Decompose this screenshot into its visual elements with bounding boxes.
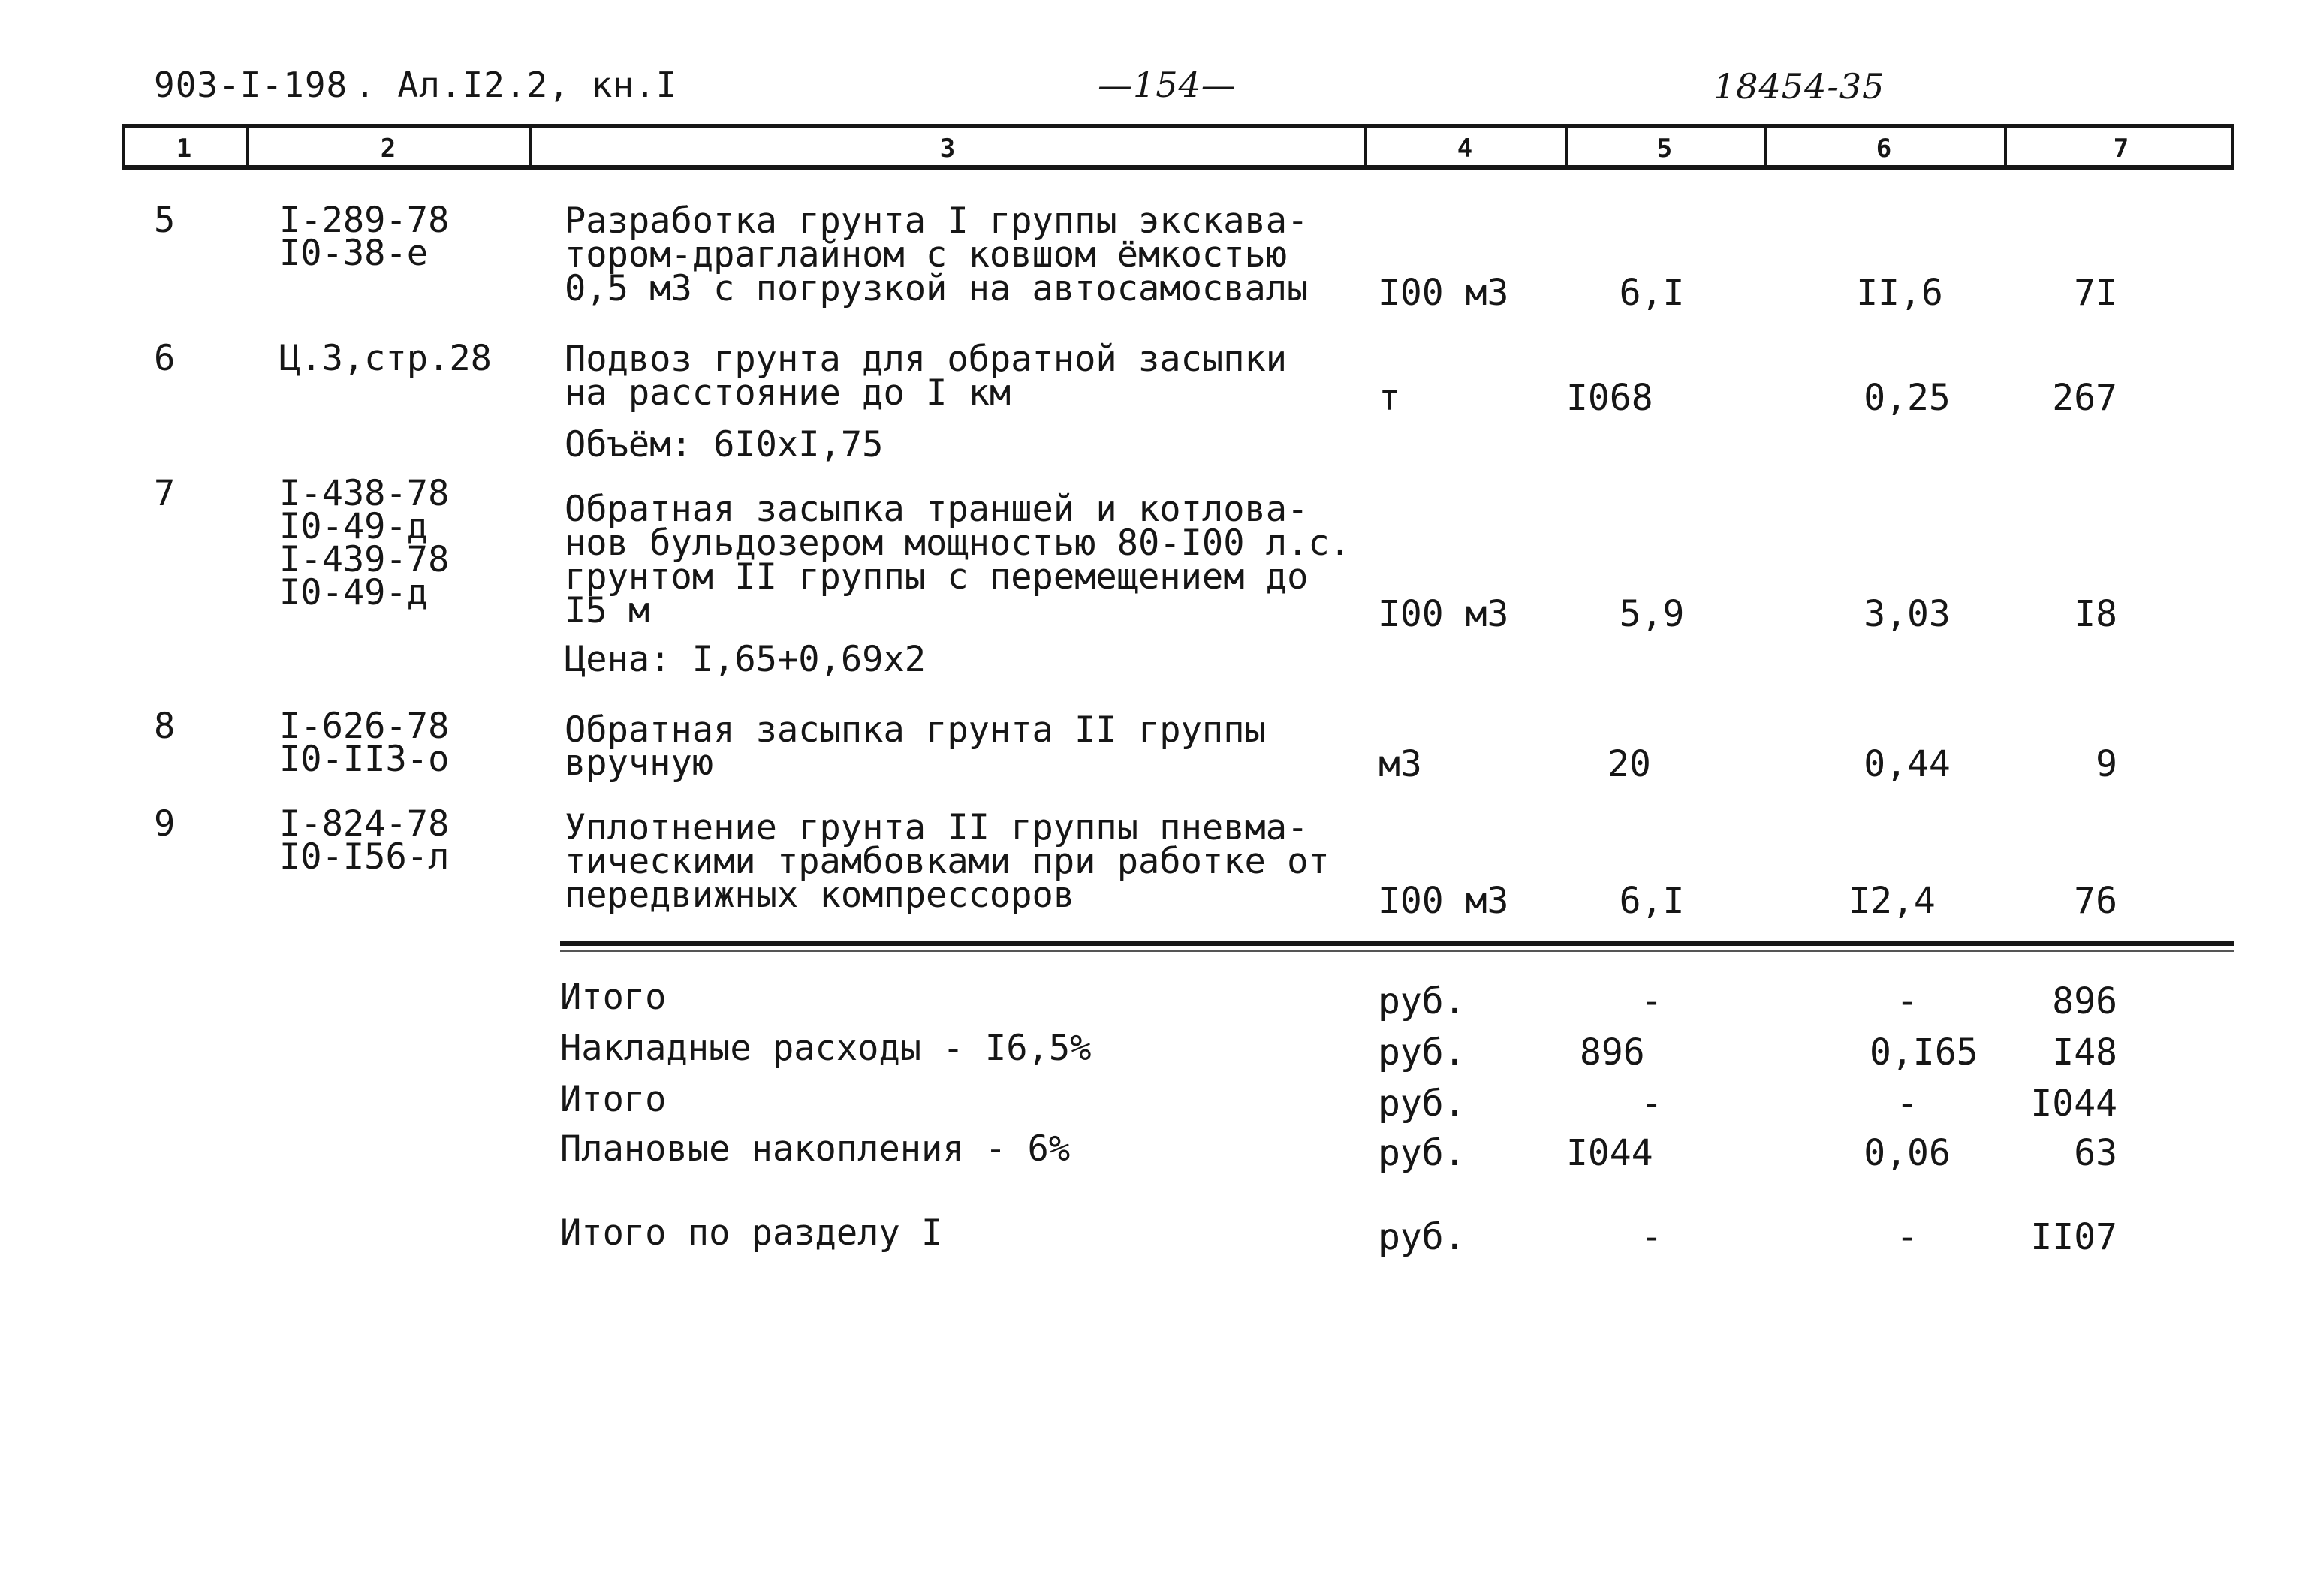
quantity: 6,I bbox=[1619, 272, 1685, 314]
row-number: 8 bbox=[154, 706, 176, 747]
work-description-line: Разработка грунта I группы экскава- bbox=[565, 200, 1309, 242]
row-number: 9 bbox=[154, 803, 176, 845]
unit-price: 0,06 bbox=[1864, 1132, 1951, 1174]
work-description-line: грунтом II группы с перемещением до bbox=[565, 556, 1309, 598]
unit: руб. bbox=[1378, 1031, 1466, 1074]
unit-price: - bbox=[1896, 1083, 1918, 1125]
summary-label: Плановые накопления - 6% bbox=[560, 1128, 1071, 1170]
work-description-line: 0,5 м3 с погрузкой на автосамосвалы bbox=[565, 268, 1309, 309]
rate-code: I0-49-д bbox=[279, 572, 429, 613]
column-number: 1 bbox=[176, 134, 192, 164]
rate-code: I-626-78 bbox=[279, 706, 450, 747]
work-description-line: вручную bbox=[565, 742, 714, 784]
quantity: 5,9 bbox=[1619, 593, 1685, 635]
rate-code: I0-38-е bbox=[279, 233, 429, 274]
work-description-line: Обратная засыпка грунта II группы bbox=[565, 709, 1266, 751]
work-description-line: тором-драглайном с ковшом ёмкостью bbox=[565, 234, 1288, 276]
doc-code: 903-I-198 bbox=[154, 65, 348, 105]
column-number: 5 bbox=[1656, 134, 1673, 164]
rate-code: I-824-78 bbox=[279, 803, 450, 845]
summary-label: Итого bbox=[560, 977, 667, 1018]
quantity: 6,I bbox=[1619, 880, 1685, 922]
column-number: 2 bbox=[380, 134, 396, 164]
page-number: —154— bbox=[1098, 65, 1237, 105]
unit: руб. bbox=[1378, 1083, 1466, 1125]
quantity: I068 bbox=[1566, 377, 1653, 419]
work-description-line: I5 м bbox=[565, 590, 650, 631]
rate-code: I-439-78 bbox=[279, 539, 450, 580]
quantity: - bbox=[1641, 980, 1663, 1022]
rate-code: I0-49-д bbox=[279, 506, 429, 547]
column-number: 3 bbox=[939, 134, 956, 164]
unit: I00 м3 bbox=[1378, 593, 1509, 635]
unit: I00 м3 bbox=[1378, 880, 1509, 922]
summary-divider bbox=[560, 941, 2234, 946]
quantity: - bbox=[1641, 1216, 1663, 1258]
handwritten-reference: 18454-35 bbox=[1713, 66, 1885, 107]
rate-code: Ц.3,стр.28 bbox=[279, 338, 492, 379]
summary-label: Накладные расходы - I6,5% bbox=[560, 1028, 1092, 1069]
row-number: 5 bbox=[154, 200, 176, 241]
total-cost: I48 bbox=[2052, 1031, 2117, 1074]
row-number: 6 bbox=[154, 338, 176, 379]
unit-price: 0,44 bbox=[1864, 743, 1951, 785]
column-number: 4 bbox=[1457, 134, 1473, 164]
rate-code: I0-II3-о bbox=[279, 739, 450, 780]
unit-price: 3,03 bbox=[1864, 593, 1951, 635]
row-number: 7 bbox=[154, 473, 176, 514]
work-description-line: на расстояние до I км bbox=[565, 372, 1011, 414]
quantity: I044 bbox=[1566, 1132, 1653, 1174]
work-description-line: нов бульдозером мощностью 80-I00 л.с. bbox=[565, 522, 1351, 564]
total-cost: 63 bbox=[2074, 1132, 2117, 1174]
column-header-strip bbox=[122, 124, 2234, 170]
unit-price: - bbox=[1896, 1216, 1918, 1258]
column-number: 7 bbox=[2113, 134, 2129, 164]
unit: руб. bbox=[1378, 1216, 1466, 1258]
total-cost: 9 bbox=[2096, 743, 2117, 785]
work-description-line: Обратная засыпка траншей и котлова- bbox=[565, 489, 1309, 530]
price-note: Цена: I,65+0,69х2 bbox=[565, 639, 927, 680]
total-cost: I8 bbox=[2074, 593, 2117, 635]
total-cost: II07 bbox=[2030, 1216, 2117, 1258]
total-cost: 76 bbox=[2074, 880, 2117, 922]
unit-price: 0,I65 bbox=[1870, 1031, 1978, 1074]
total-cost: I044 bbox=[2030, 1083, 2117, 1125]
volume-note: Объём: 6I0хI,75 bbox=[565, 424, 884, 465]
unit: т bbox=[1378, 377, 1400, 419]
quantity: - bbox=[1641, 1083, 1663, 1125]
unit-price: - bbox=[1896, 980, 1918, 1022]
rate-code: I-289-78 bbox=[279, 200, 450, 241]
album-reference: . Ал.I2.2, кн.I bbox=[354, 65, 678, 105]
column-number: 6 bbox=[1876, 134, 1892, 164]
work-description-line: передвижных компрессоров bbox=[565, 875, 1075, 916]
work-description-line: тическими трамбовками при работке от bbox=[565, 841, 1330, 882]
quantity: 896 bbox=[1580, 1031, 1645, 1074]
unit-price: I2,4 bbox=[1849, 880, 1936, 922]
unit-price: 0,25 bbox=[1864, 377, 1951, 419]
summary-label: Итого по разделу I bbox=[560, 1212, 943, 1254]
work-description-line: Подвоз грунта для обратной засыпки bbox=[565, 339, 1288, 380]
total-cost: 267 bbox=[2052, 377, 2117, 419]
quantity: 20 bbox=[1607, 743, 1651, 785]
total-cost: 896 bbox=[2052, 980, 2117, 1022]
rate-code: I-438-78 bbox=[279, 473, 450, 514]
total-cost: 7I bbox=[2074, 272, 2117, 314]
unit-price: II,6 bbox=[1856, 272, 1943, 314]
unit: м3 bbox=[1378, 743, 1422, 785]
unit: руб. bbox=[1378, 980, 1466, 1022]
summary-label: Итого bbox=[560, 1079, 667, 1120]
unit: I00 м3 bbox=[1378, 272, 1509, 314]
unit: руб. bbox=[1378, 1132, 1466, 1174]
work-description-line: Уплотнение грунта II группы пневма- bbox=[565, 807, 1309, 848]
summary-divider-thin bbox=[560, 950, 2234, 952]
rate-code: I0-I56-л bbox=[279, 836, 450, 878]
